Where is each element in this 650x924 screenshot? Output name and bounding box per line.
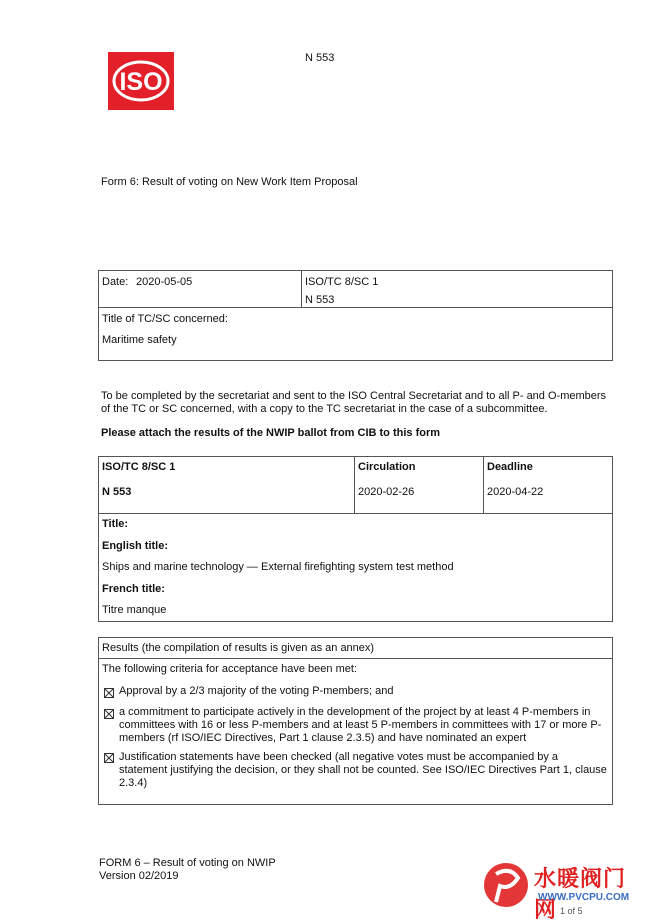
french-title-label: French title:	[102, 583, 165, 595]
check-cross-icon	[105, 754, 113, 762]
criterion-checkbox-2[interactable]	[104, 709, 114, 719]
deadline-date: 2020-04-22	[487, 486, 544, 498]
ballot-divider-1	[354, 456, 355, 513]
watermark	[480, 856, 640, 922]
circulation-label: Circulation	[358, 461, 416, 473]
criterion-text-2: a commitment to participate actively in the development of the project by at least 4 P-members in committees with 16 or less P-members and at least 5 P-members in committees with 17 or more P-members (rf ISO/IEC Directives, Part 1 clause 2.3.5) and have nominated an expert	[119, 706, 602, 744]
tc-title-value: Maritime safety	[102, 334, 177, 346]
english-title: Ships and marine technology — External firefighting system test method	[102, 561, 454, 573]
page-number: 1 of 5	[560, 906, 583, 916]
results-intro: The following criteria for acceptance have been met:	[102, 663, 357, 675]
footer-version: Version 02/2019	[99, 870, 179, 882]
title-label: Title:	[102, 518, 129, 530]
form-title: Form 6: Result of voting on New Work Item Proposal	[101, 176, 358, 188]
ballot-committee: ISO/TC 8/SC 1	[102, 461, 176, 473]
check-cross-icon	[105, 689, 113, 697]
document-number: N 553	[305, 52, 335, 64]
ballot-table	[98, 456, 613, 622]
iso-logo	[108, 52, 174, 110]
instructions-text: To be completed by the secretariat and sent to the ISO Central Secretariat and to all P- and O-members of the TC or SC concerned, with a copy to the TC secretariat in the case of a subcommittee.	[101, 390, 607, 415]
committee-reference: ISO/TC 8/SC 1	[305, 276, 379, 288]
criterion-checkbox-1[interactable]	[104, 688, 114, 698]
watermark-brand: 水暖阀门网	[534, 866, 627, 922]
circulation-date: 2020-02-26	[358, 486, 415, 498]
iso-logo-graphic	[108, 52, 174, 110]
criterion-text-1: Approval by a 2/3 majority of the voting P-members; and	[119, 685, 394, 697]
ballot-divider-2	[483, 456, 484, 513]
ballot-row-divider	[98, 513, 613, 514]
tc-title-label: Title of TC/SC concerned:	[102, 313, 228, 325]
results-heading: Results (the compilation of results is given as an annex)	[102, 642, 375, 654]
results-header-divider	[98, 658, 613, 659]
svg-text:ISO: ISO	[119, 68, 163, 96]
date-value: 2020-05-05	[136, 276, 193, 288]
info-table-divider	[301, 270, 302, 308]
footer-form-name: FORM 6 – Result of voting on NWIP	[99, 857, 276, 869]
french-title: Titre manque	[102, 604, 167, 616]
criterion-text-3: Justification statements have been checked (all negative votes must be accompanied by a statement justifying the decision, or they shall not be counted. See ISO/IEC Directives Part 1, clause 2.3.4)	[119, 751, 607, 789]
document-reference: N 553	[305, 294, 335, 306]
date-label: Date:	[102, 276, 129, 288]
info-table-row-divider	[98, 307, 613, 308]
watermark-url: WWW.PVCPU.COM	[538, 892, 630, 903]
deadline-label: Deadline	[487, 461, 533, 473]
english-title-label: English title:	[102, 540, 168, 552]
criterion-checkbox-3[interactable]	[104, 753, 114, 763]
attach-note: Please attach the results of the NWIP ballot from CIB to this form	[101, 427, 441, 439]
ballot-number: N 553	[102, 486, 132, 498]
check-cross-icon	[105, 710, 113, 718]
